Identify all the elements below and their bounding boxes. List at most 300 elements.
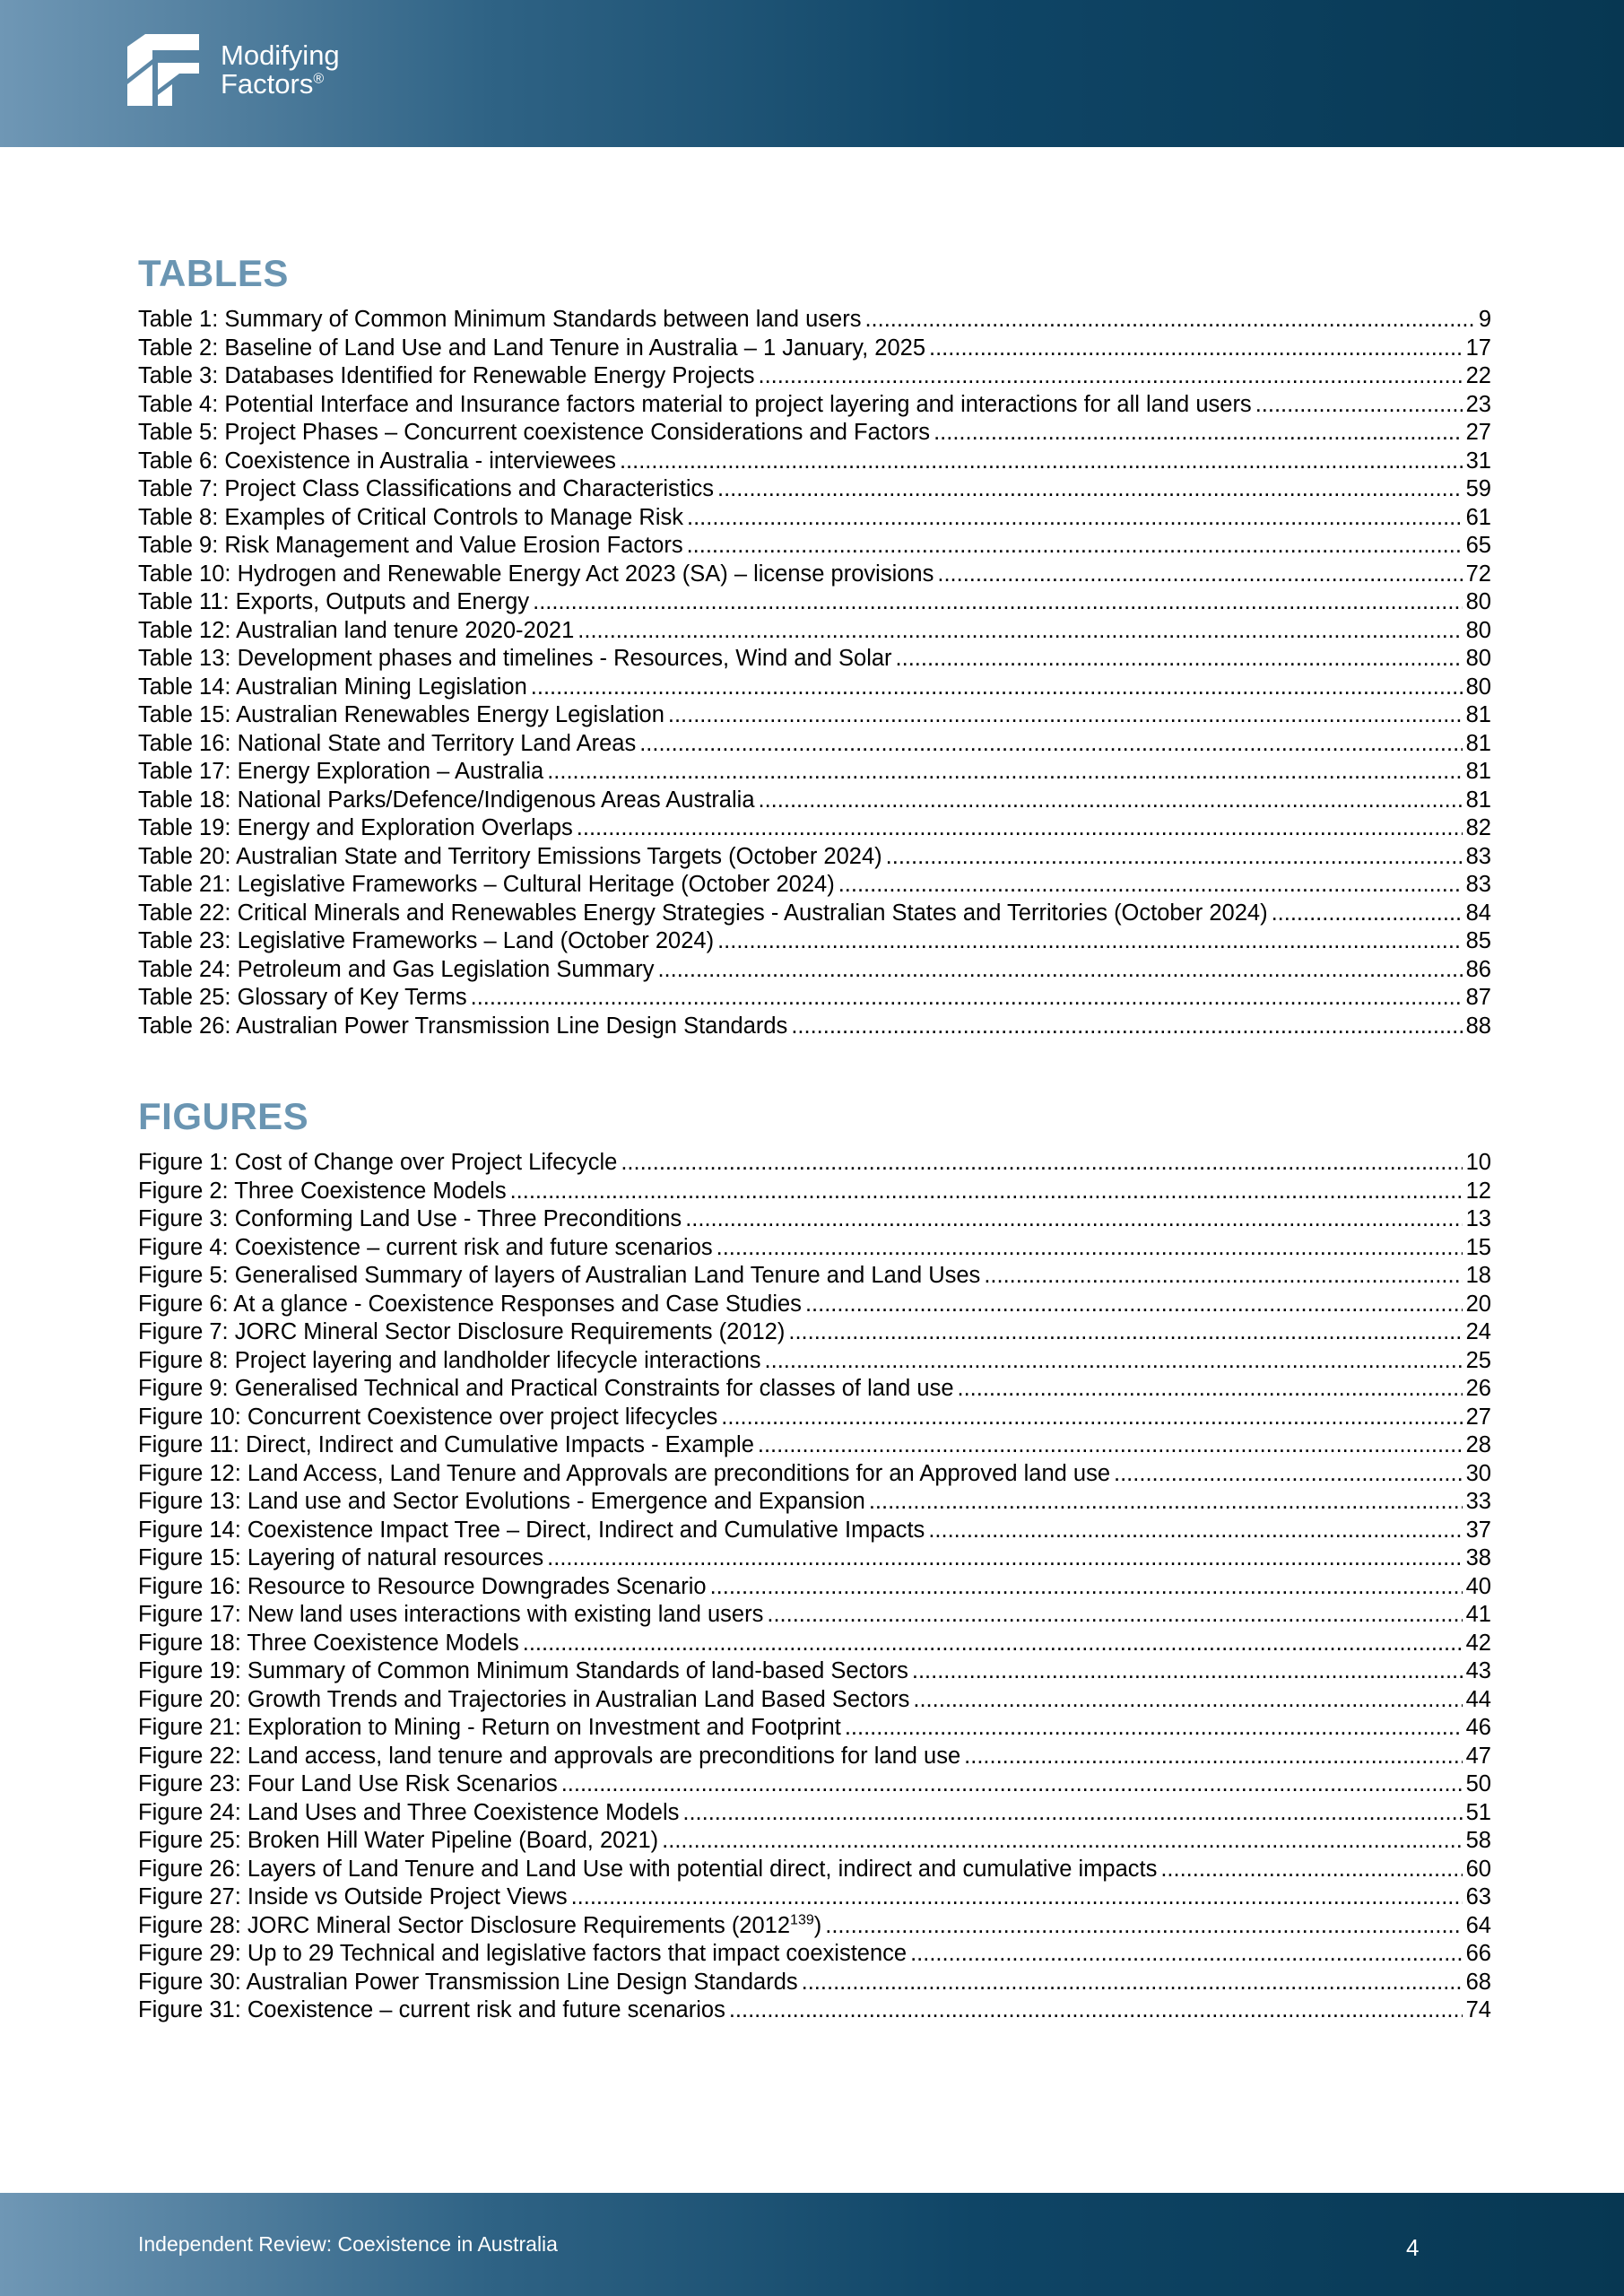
table-toc-entry-page-number: 72	[1465, 561, 1491, 587]
figure-toc-entry-label-text: Figure 9: Generalised Technical and Practical Constraints for classes of land use	[138, 1376, 954, 1401]
figure-toc-entry-label-text: Figure 23: Four Land Use Risk Scenarios	[138, 1771, 558, 1796]
figure-toc-entry-label	[138, 1601, 763, 1630]
table-toc-entry-page-number: 17	[1465, 335, 1491, 361]
figure-toc-entry[interactable]	[138, 1573, 1491, 1602]
dot-leader	[547, 758, 1462, 787]
table-toc-entry-label-text: Table 18: National Parks/Defence/Indigenous Areas Australia	[138, 787, 755, 813]
figure-toc-entry-label	[138, 1912, 821, 1941]
figure-toc-entry[interactable]	[138, 1883, 1491, 1912]
figure-toc-entry-label	[138, 1347, 761, 1376]
logo-line-2-text: Factors	[221, 68, 314, 100]
dot-leader	[1255, 391, 1463, 420]
figure-toc-entry-label	[138, 1178, 507, 1206]
table-toc-entry-label-text: Table 15: Australian Renewables Energy Legislation	[138, 702, 664, 727]
figure-toc-entry-label-text: Figure 8: Project layering and landholder lifecycle interactions	[138, 1347, 761, 1373]
table-toc-entry-label	[138, 617, 574, 646]
figure-toc-entry[interactable]	[138, 1714, 1491, 1743]
dot-leader	[913, 1686, 1462, 1715]
figure-toc-entry-label-text: Figure 6: At a glance - Coexistence Responses and Case Studies	[138, 1291, 802, 1317]
figure-toc-entry[interactable]	[138, 1912, 1491, 1941]
figure-toc-entry[interactable]	[138, 1178, 1491, 1206]
dot-leader	[687, 532, 1463, 561]
figure-toc-entry-page-number: 37	[1465, 1517, 1491, 1543]
table-toc-entry[interactable]	[138, 391, 1491, 420]
table-toc-entry-label	[138, 730, 636, 759]
table-toc-entry-label	[138, 419, 930, 448]
table-toc-entry-label	[138, 984, 467, 1013]
figure-toc-entry[interactable]	[138, 1630, 1491, 1658]
figure-toc-entry-label	[138, 1149, 617, 1178]
table-toc-entry-page-number: 87	[1465, 985, 1491, 1010]
dot-leader	[845, 1714, 1463, 1743]
figure-toc-entry[interactable]	[138, 1347, 1491, 1376]
table-toc-entry[interactable]	[138, 617, 1491, 646]
dot-leader	[682, 1799, 1462, 1828]
table-toc-entry-label	[138, 362, 754, 391]
figure-toc-entry-label-text: Figure 3: Conforming Land Use - Three Preconditions	[138, 1206, 682, 1231]
table-toc-entry[interactable]	[138, 335, 1491, 363]
dot-leader	[765, 1347, 1463, 1376]
figure-toc-entry[interactable]	[138, 1969, 1491, 1997]
table-toc-entry[interactable]	[138, 645, 1491, 674]
figure-toc-entry-page-number: 47	[1465, 1743, 1491, 1769]
table-toc-entry-label-text: Table 24: Petroleum and Gas Legislation Summary	[138, 956, 655, 982]
figure-toc-entry[interactable]	[138, 1375, 1491, 1404]
table-toc-entry-label-text: Table 7: Project Class Classifications and Characteristics	[138, 476, 715, 501]
table-toc-entry-label-text: Table 5: Project Phases – Concurrent coexistence Considerations and Factors	[138, 420, 931, 445]
table-toc-entry-page-number: 22	[1465, 363, 1491, 388]
dot-leader	[729, 1996, 1463, 2025]
table-toc-entry-label-text: Table 14: Australian Mining Legislation	[138, 674, 527, 700]
dot-leader	[886, 843, 1463, 872]
figure-toc-entry-label	[138, 1657, 908, 1686]
figure-toc-entry-label-text: Figure 13: Land use and Sector Evolutions - Emergence and Expansion	[138, 1489, 865, 1514]
table-toc-entry-page-number: 85	[1465, 928, 1491, 953]
dot-leader	[662, 1827, 1462, 1856]
figure-toc-entry-page-number: 24	[1465, 1319, 1491, 1344]
dot-leader	[1272, 900, 1463, 928]
figure-toc-entry-page-number: 60	[1465, 1856, 1491, 1882]
figure-toc-entry[interactable]	[138, 1544, 1491, 1573]
figure-toc-entry[interactable]	[138, 1205, 1491, 1234]
dot-leader	[805, 1291, 1463, 1319]
figure-toc-entry-label	[138, 1573, 707, 1602]
figures-heading: FIGURES	[138, 1095, 309, 1137]
table-toc-entry-label-text: Table 12: Australian land tenure 2020-2021	[138, 617, 575, 643]
figure-toc-entry-label-text: Figure 4: Coexistence – current risk and future scenarios	[138, 1234, 713, 1260]
table-toc-entry-label-text: Table 2: Baseline of Land Use and Land Tenure in Australia – 1 January, 2025	[138, 335, 926, 361]
figure-toc-entry[interactable]	[138, 1770, 1491, 1799]
figure-toc-entry-label-text: Figure 27: Inside vs Outside Project Views	[138, 1884, 568, 1909]
dot-leader	[759, 787, 1463, 815]
tables-heading: TABLES	[138, 252, 289, 294]
figure-toc-entry-label	[138, 1630, 519, 1658]
table-toc-entry-label-text: Table 21: Legislative Frameworks – Cultural Heritage (October 2024)	[138, 872, 835, 897]
figure-toc-entry-label	[138, 1799, 679, 1828]
table-toc-entry[interactable]	[138, 504, 1491, 533]
table-toc-entry-label-text: Table 4: Potential Interface and Insurance factors material to project layering and interactions for all land users	[138, 391, 1252, 417]
dot-leader	[758, 1431, 1463, 1460]
header-band	[0, 0, 1624, 147]
table-toc-entry-page-number: 88	[1465, 1013, 1491, 1039]
figure-toc-entry-label	[138, 1856, 1157, 1884]
table-toc-entry[interactable]	[138, 871, 1491, 900]
figure-toc-entry-label	[138, 1460, 1110, 1489]
table-toc-entry[interactable]	[138, 532, 1491, 561]
table-toc-entry[interactable]	[138, 956, 1491, 985]
table-toc-entry-label-text: Table 11: Exports, Outputs and Energy	[138, 589, 530, 614]
figure-toc-entry-label-text: Figure 5: Generalised Summary of layers of Australian Land Tenure and Land Uses	[138, 1263, 981, 1288]
table-toc-entry-page-number: 81	[1465, 787, 1491, 813]
table-toc-entry[interactable]	[138, 730, 1491, 759]
figure-toc-entry[interactable]	[138, 1460, 1491, 1489]
table-toc-entry[interactable]	[138, 306, 1491, 335]
figure-toc-entry-label-text: Figure 22: Land access, land tenure and approvals are preconditions for land use	[138, 1743, 961, 1769]
table-toc-entry-page-number: 61	[1465, 504, 1491, 530]
dot-leader	[937, 561, 1462, 589]
figure-toc-entry[interactable]	[138, 1686, 1491, 1715]
dot-leader	[621, 1149, 1462, 1178]
figure-toc-entry[interactable]	[138, 1149, 1491, 1178]
table-toc-entry-label	[138, 475, 714, 504]
dot-leader	[928, 1517, 1462, 1545]
figure-toc-entry-label-text: Figure 28: JORC Mineral Sector Disclosure Requirements (2012	[138, 1912, 791, 1938]
figure-toc-entry-label	[138, 1714, 841, 1743]
table-toc-entry-label	[138, 814, 573, 843]
figure-toc-entry-label	[138, 1883, 568, 1912]
dot-leader	[471, 984, 1463, 1013]
table-toc-entry-label-text: Table 17: Energy Exploration – Australia	[138, 759, 544, 784]
table-toc-entry-label-text: Table 9: Risk Management and Value Erosion Factors	[138, 533, 683, 558]
dot-leader	[910, 1940, 1463, 1969]
table-toc-entry-label-text: Table 3: Databases Identified for Renewable Energy Projects	[138, 363, 755, 388]
figure-toc-entry-label-text: Figure 17: New land uses interactions with existing land users	[138, 1602, 764, 1627]
table-toc-entry-page-number: 83	[1465, 843, 1491, 869]
table-toc-entry[interactable]	[138, 419, 1491, 448]
figures-list	[138, 1149, 1491, 2025]
logo-line-2	[221, 70, 340, 99]
table-toc-entry-page-number: 86	[1465, 956, 1491, 982]
table-toc-entry[interactable]	[138, 561, 1491, 589]
figure-toc-entry-page-number: 64	[1465, 1912, 1491, 1938]
table-toc-entry[interactable]	[138, 787, 1491, 815]
dot-leader	[864, 306, 1474, 335]
table-toc-entry-page-number: 80	[1465, 589, 1491, 614]
table-toc-entry-label	[138, 645, 892, 674]
dot-leader	[577, 814, 1463, 843]
table-toc-entry-label	[138, 504, 683, 533]
dot-leader	[896, 645, 1463, 674]
table-toc-entry[interactable]	[138, 674, 1491, 702]
table-toc-entry-page-number: 27	[1465, 420, 1491, 445]
figure-toc-entry-label-text: Figure 21: Exploration to Mining - Return on Investment and Footprint	[138, 1715, 841, 1740]
table-toc-entry-page-number: 80	[1465, 646, 1491, 671]
table-toc-entry[interactable]	[138, 701, 1491, 730]
table-toc-entry-label-text: Table 23: Legislative Frameworks – Land (October 2024)	[138, 928, 715, 953]
figure-toc-entry-label-text: Figure 25: Broken Hill Water Pipeline (Board, 2021)	[138, 1828, 659, 1853]
figure-toc-entry-label-text: Figure 11: Direct, Indirect and Cumulative Impacts - Example	[138, 1432, 754, 1457]
figure-toc-entry-label-text: Figure 20: Growth Trends and Trajectories in Australian Land Based Sectors	[138, 1686, 910, 1712]
dot-leader	[531, 674, 1463, 702]
table-toc-entry-label	[138, 787, 755, 815]
table-toc-entry-label-text: Table 19: Energy and Exploration Overlaps	[138, 815, 573, 840]
figure-toc-entry[interactable]	[138, 1291, 1491, 1319]
figure-toc-entry-label-text: Figure 29: Up to 29 Technical and legislative factors that impact coexistence	[138, 1941, 908, 1966]
figure-toc-entry-page-number: 58	[1465, 1828, 1491, 1853]
figure-toc-entry[interactable]	[138, 1856, 1491, 1884]
table-toc-entry[interactable]	[138, 362, 1491, 391]
table-toc-entry[interactable]	[138, 927, 1491, 956]
figure-toc-entry-label	[138, 1205, 682, 1234]
figure-toc-entry-label	[138, 1404, 717, 1432]
figure-toc-entry-label-text: Figure 19: Summary of Common Minimum Standards of land-based Sectors	[138, 1658, 908, 1683]
figure-toc-entry-label	[138, 1544, 543, 1573]
table-toc-entry-page-number: 81	[1465, 702, 1491, 727]
figure-toc-entry-label	[138, 1234, 713, 1263]
dot-leader	[717, 927, 1463, 956]
dot-leader	[838, 871, 1463, 900]
table-toc-entry[interactable]	[138, 1013, 1491, 1041]
table-toc-entry-label	[138, 871, 835, 900]
figure-toc-entry-label-text: Figure 24: Land Uses and Three Coexistence Models	[138, 1799, 680, 1825]
figure-toc-entry-page-number: 63	[1465, 1884, 1491, 1909]
figure-toc-entry-page-number: 38	[1465, 1545, 1491, 1570]
figure-toc-entry-page-number: 10	[1465, 1150, 1491, 1175]
figure-toc-entry-label	[138, 1318, 785, 1347]
table-toc-entry[interactable]	[138, 588, 1491, 617]
figure-toc-entry-page-number: 50	[1465, 1771, 1491, 1796]
figure-toc-entry[interactable]	[138, 1799, 1491, 1828]
figure-toc-entry-label	[138, 1431, 754, 1460]
figure-toc-entry[interactable]	[138, 1601, 1491, 1630]
table-toc-entry-label-text: Table 20: Australian State and Territory Emissions Targets (October 2024)	[138, 843, 882, 869]
figure-toc-entry-label-text: Figure 14: Coexistence Impact Tree – Direct, Indirect and Cumulative Impacts	[138, 1517, 925, 1543]
figure-toc-entry[interactable]	[138, 1234, 1491, 1263]
logo-wordmark	[221, 41, 340, 99]
table-toc-entry-page-number: 65	[1465, 533, 1491, 558]
logo-line-1: Modifying	[221, 39, 340, 71]
figure-toc-entry-label-text: Figure 2: Three Coexistence Models	[138, 1178, 507, 1204]
figure-toc-entry-label	[138, 1770, 558, 1799]
figure-toc-entry-label-text: Figure 10: Concurrent Coexistence over project lifecycles	[138, 1404, 718, 1430]
table-toc-entry-label	[138, 306, 861, 335]
dot-leader	[964, 1743, 1462, 1771]
table-toc-entry[interactable]	[138, 984, 1491, 1013]
figure-toc-entry-page-number: 33	[1465, 1489, 1491, 1514]
figure-toc-entry-page-number: 68	[1465, 1969, 1491, 1995]
table-toc-entry-label	[138, 843, 882, 872]
figure-toc-entry-label	[138, 1488, 865, 1517]
dot-leader	[912, 1657, 1463, 1686]
footer-document-title: Independent Review: Coexistence in Australia	[138, 2232, 558, 2256]
dot-leader	[571, 1883, 1463, 1912]
table-toc-entry[interactable]	[138, 475, 1491, 504]
figure-toc-entry-page-number: 42	[1465, 1630, 1491, 1656]
table-toc-entry-label-text: Table 16: National State and Territory Land Areas	[138, 730, 637, 756]
dot-leader	[788, 1318, 1462, 1347]
figure-toc-entry-page-number: 18	[1465, 1263, 1491, 1288]
dot-leader	[710, 1573, 1463, 1602]
table-toc-entry-label	[138, 532, 683, 561]
footnote-reference: 139	[790, 1912, 814, 1927]
dot-leader	[668, 701, 1463, 730]
dot-leader	[984, 1262, 1462, 1291]
table-toc-entry[interactable]	[138, 758, 1491, 787]
table-toc-entry-page-number: 9	[1478, 307, 1491, 332]
figure-toc-entry-label	[138, 1827, 658, 1856]
dot-leader	[523, 1630, 1463, 1658]
table-toc-entry-label	[138, 391, 1252, 420]
table-toc-entry[interactable]	[138, 448, 1491, 476]
figure-toc-entry-label-text: Figure 31: Coexistence – current risk and future scenarios	[138, 1997, 725, 2022]
table-toc-entry-label-text: Table 22: Critical Minerals and Renewables Energy Strategies - Australian States and Territories (October 2024)	[138, 900, 1268, 926]
dot-leader	[929, 335, 1463, 363]
figure-toc-entry-label	[138, 1375, 954, 1404]
figure-toc-entry-label	[138, 1940, 907, 1969]
table-toc-entry-label-text: Table 8: Examples of Critical Controls to Manage Risk	[138, 504, 684, 530]
figure-toc-entry[interactable]	[138, 1657, 1491, 1686]
figure-toc-entry-label-text: Figure 15: Layering of natural resources	[138, 1545, 544, 1570]
dot-leader	[758, 362, 1462, 391]
dot-leader	[510, 1178, 1463, 1206]
dot-leader	[716, 1234, 1463, 1263]
table-toc-entry[interactable]	[138, 814, 1491, 843]
table-toc-entry-label-text: Table 26: Australian Power Transmission Line Design Standards	[138, 1013, 788, 1039]
figure-toc-entry[interactable]	[138, 1404, 1491, 1432]
figure-toc-entry[interactable]	[138, 1517, 1491, 1545]
dot-leader	[533, 588, 1463, 617]
figure-toc-entry-page-number: 44	[1465, 1686, 1491, 1712]
figure-toc-entry[interactable]	[138, 1827, 1491, 1856]
figure-toc-entry[interactable]	[138, 1318, 1491, 1347]
figure-toc-entry-page-number: 15	[1465, 1234, 1491, 1260]
table-toc-entry-label	[138, 1013, 787, 1041]
dot-leader	[802, 1969, 1463, 1997]
figure-toc-entry-label	[138, 1743, 960, 1771]
figure-toc-entry-label	[138, 1686, 909, 1715]
figure-toc-entry-page-number: 28	[1465, 1432, 1491, 1457]
figure-toc-entry-label	[138, 1262, 980, 1291]
table-toc-entry-page-number: 81	[1465, 730, 1491, 756]
figure-toc-entry-page-number: 51	[1465, 1799, 1491, 1825]
figure-toc-entry[interactable]	[138, 1431, 1491, 1460]
dot-leader	[717, 475, 1463, 504]
figure-toc-entry[interactable]	[138, 1262, 1491, 1291]
figure-toc-entry-page-number: 27	[1465, 1404, 1491, 1430]
table-toc-entry-page-number: 83	[1465, 872, 1491, 897]
table-toc-entry-label	[138, 561, 934, 589]
table-toc-entry-page-number: 31	[1465, 448, 1491, 474]
figure-toc-entry-page-number: 74	[1465, 1997, 1491, 2022]
table-toc-entry[interactable]	[138, 900, 1491, 928]
figure-toc-entry-label-text: Figure 16: Resource to Resource Downgrades Scenario	[138, 1573, 707, 1599]
dot-leader	[934, 419, 1463, 448]
dot-leader	[620, 448, 1463, 476]
figure-toc-entry-label-text: Figure 1: Cost of Change over Project Lifecycle	[138, 1150, 618, 1175]
dot-leader	[657, 956, 1462, 985]
figure-toc-entry-label-suffix: )	[813, 1912, 822, 1938]
dot-leader	[561, 1770, 1463, 1799]
dot-leader	[547, 1544, 1462, 1573]
table-toc-entry-label	[138, 588, 529, 617]
figure-toc-entry-page-number: 12	[1465, 1178, 1491, 1204]
table-toc-entry-label	[138, 335, 925, 363]
figure-toc-entry[interactable]	[138, 1940, 1491, 1969]
figure-toc-entry-page-number: 41	[1465, 1602, 1491, 1627]
figure-toc-entry-label-text: Figure 30: Australian Power Transmission Line Design Standards	[138, 1969, 798, 1995]
figure-toc-entry-label-text: Figure 12: Land Access, Land Tenure and Approvals are preconditions for an Approved land use	[138, 1460, 1111, 1486]
dot-leader	[767, 1601, 1462, 1630]
footer-page-number: 4	[1406, 2234, 1420, 2261]
dot-leader	[1160, 1856, 1462, 1884]
figure-toc-entry-label	[138, 1517, 925, 1545]
table-toc-entry-label-text: Table 10: Hydrogen and Renewable Energy Act 2023 (SA) – license provisions	[138, 561, 934, 587]
figure-toc-entry-page-number: 20	[1465, 1291, 1491, 1317]
dot-leader	[687, 504, 1463, 533]
table-toc-entry-page-number: 80	[1465, 674, 1491, 700]
figure-toc-entry-page-number: 26	[1465, 1376, 1491, 1401]
figure-toc-entry-page-number: 43	[1465, 1658, 1491, 1683]
dot-leader	[1114, 1460, 1463, 1489]
figure-toc-entry-page-number: 13	[1465, 1206, 1491, 1231]
figure-toc-entry-page-number: 46	[1465, 1715, 1491, 1740]
table-toc-entry-page-number: 59	[1465, 476, 1491, 501]
dot-leader	[825, 1912, 1462, 1941]
table-toc-entry[interactable]	[138, 843, 1491, 872]
figure-toc-entry-label	[138, 1996, 725, 2025]
tables-list	[138, 306, 1491, 1040]
dot-leader	[721, 1404, 1462, 1432]
table-toc-entry-label-text: Table 1: Summary of Common Minimum Standards between land users	[138, 307, 862, 332]
figure-toc-entry[interactable]	[138, 1996, 1491, 2025]
company-logo	[126, 32, 368, 109]
table-toc-entry-label	[138, 956, 654, 985]
figure-toc-entry-label-text: Figure 7: JORC Mineral Sector Disclosure Requirements (2012)	[138, 1319, 786, 1344]
figure-toc-entry-page-number: 40	[1465, 1573, 1491, 1599]
table-toc-entry-label-text: Table 13: Development phases and timelines - Resources, Wind and Solar	[138, 646, 892, 671]
table-toc-entry-label	[138, 927, 714, 956]
figure-toc-entry[interactable]	[138, 1488, 1491, 1517]
table-toc-entry-label	[138, 448, 616, 476]
dot-leader	[685, 1205, 1462, 1234]
figure-toc-entry-label-text: Figure 18: Three Coexistence Models	[138, 1630, 519, 1656]
table-toc-entry-label-text: Table 6: Coexistence in Australia - interviewees	[138, 448, 616, 474]
figure-toc-entry-page-number: 25	[1465, 1347, 1491, 1373]
table-toc-entry-label	[138, 900, 1268, 928]
table-toc-entry-page-number: 80	[1465, 617, 1491, 643]
table-toc-entry-page-number: 81	[1465, 759, 1491, 784]
figure-toc-entry-page-number: 30	[1465, 1460, 1491, 1486]
dot-leader	[578, 617, 1462, 646]
figure-toc-entry[interactable]	[138, 1743, 1491, 1771]
dot-leader	[639, 730, 1462, 759]
modifying-factors-logo-icon	[126, 32, 201, 108]
table-toc-entry-label	[138, 674, 527, 702]
table-toc-entry-label	[138, 701, 664, 730]
figure-toc-entry-page-number: 66	[1465, 1941, 1491, 1966]
table-toc-entry-label-text: Table 25: Glossary of Key Terms	[138, 985, 467, 1010]
figure-toc-entry-label	[138, 1969, 798, 1997]
table-toc-entry-label	[138, 758, 543, 787]
figure-toc-entry-label	[138, 1291, 802, 1319]
dot-leader	[869, 1488, 1463, 1517]
dot-leader	[791, 1013, 1462, 1041]
table-toc-entry-page-number: 84	[1465, 900, 1491, 926]
dot-leader	[958, 1375, 1463, 1404]
registered-mark: ®	[313, 71, 325, 87]
table-toc-entry-page-number: 23	[1465, 391, 1491, 417]
table-toc-entry-page-number: 82	[1465, 815, 1491, 840]
